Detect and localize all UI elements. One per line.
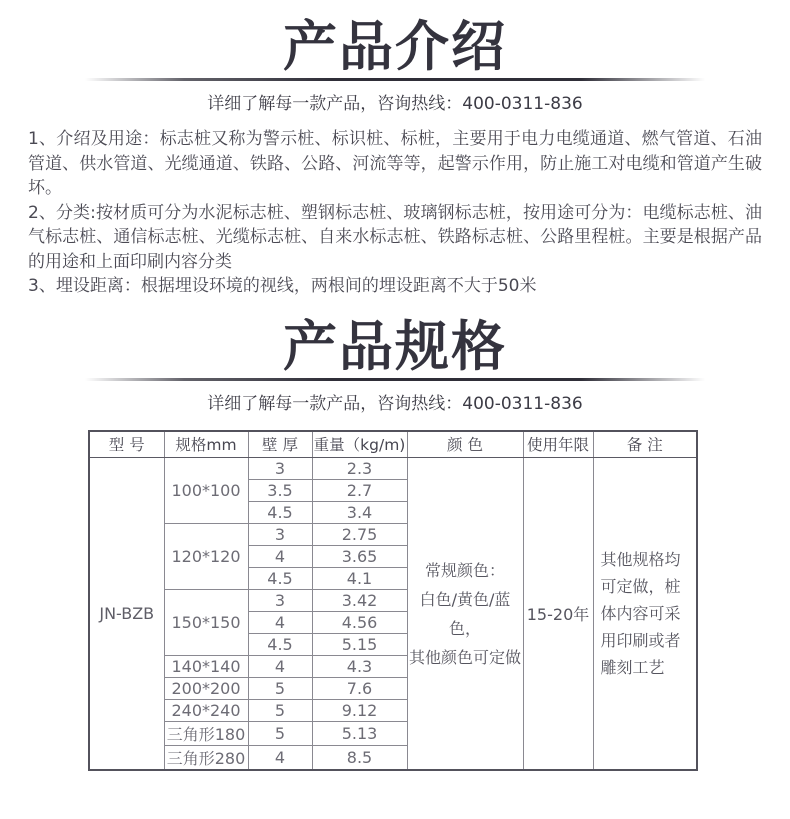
weight-cell: 3.65 xyxy=(312,546,407,568)
wall-cell: 4 xyxy=(248,746,312,771)
weight-cell: 5.13 xyxy=(312,722,407,746)
color-line: 白色/黄色/蓝色， xyxy=(419,589,511,638)
specs-section xyxy=(0,299,790,772)
spec-cell: 200*200 xyxy=(164,678,248,700)
remark-cell: 其他规格均可定做，桩体内容可采用印刷或者雕刻工艺 xyxy=(593,458,697,771)
wall-cell: 3.5 xyxy=(248,480,312,502)
intro-paragraph-3: 3、埋设距离：根据埋设环境的视线，两根间的埋设距离不大于50米 xyxy=(28,276,537,296)
wall-cell: 5 xyxy=(248,700,312,722)
col-header-wall: 壁 厚 xyxy=(248,431,312,458)
spec-cell: 120*120 xyxy=(164,524,248,590)
color-line: 常规颜色： xyxy=(424,560,505,580)
wall-cell: 3 xyxy=(248,590,312,612)
color-cell xyxy=(407,458,523,771)
intro-section xyxy=(0,0,790,299)
weight-cell: 4.56 xyxy=(312,612,407,634)
spec-cell: 三角形180 xyxy=(164,722,248,746)
model-cell: JN-BZB xyxy=(89,458,164,771)
specs-subtitle: 详细了解每一款产品，咨询热线：400-0311-836 xyxy=(207,393,583,414)
weight-cell: 4.3 xyxy=(312,656,407,678)
spec-cell: 240*240 xyxy=(164,700,248,722)
spec-cell: 140*140 xyxy=(164,656,248,678)
wall-cell: 4.5 xyxy=(248,568,312,590)
color-line: 其他颜色可定做 xyxy=(408,647,521,667)
table-row xyxy=(89,458,697,480)
wall-cell: 5 xyxy=(248,678,312,700)
weight-cell: 2.3 xyxy=(312,458,407,480)
specs-title: 产品规格 xyxy=(283,314,507,378)
title-underline xyxy=(85,378,705,381)
wall-cell: 4.5 xyxy=(248,634,312,656)
service-life-cell: 15-20年 xyxy=(523,458,593,771)
wall-cell: 3 xyxy=(248,458,312,480)
title-underline xyxy=(85,78,705,81)
col-header-life: 使用年限 xyxy=(523,431,593,458)
col-header-remark: 备 注 xyxy=(593,431,697,458)
wall-cell: 4 xyxy=(248,612,312,634)
specs-header xyxy=(0,299,790,415)
weight-cell: 4.1 xyxy=(312,568,407,590)
wall-cell: 4.5 xyxy=(248,502,312,524)
col-header-color: 颜 色 xyxy=(407,431,523,458)
intro-paragraphs xyxy=(28,127,762,299)
weight-cell: 7.6 xyxy=(312,678,407,700)
wall-cell: 3 xyxy=(248,524,312,546)
intro-title: 产品介绍 xyxy=(283,15,507,78)
col-header-weight: 重量（kg/m) xyxy=(312,431,407,458)
intro-paragraph-2: 2、分类:按材质可分为水泥标志桩、塑钢标志桩、玻璃钢标志桩，按用途可分为：电缆标志桩、油气标志桩、通信标志桩、光缆标志桩、自来水标志桩、铁路标志桩、公路里程桩。主要是根据产品的用途和上面印刷内容分类 xyxy=(28,202,762,272)
wall-cell: 4 xyxy=(248,546,312,568)
weight-cell: 2.7 xyxy=(312,480,407,502)
weight-cell: 2.75 xyxy=(312,524,407,546)
intro-paragraph-1: 1、介绍及用途：标志桩又称为警示桩、标识桩、标桩，主要用于电力电缆通道、燃气管道、石油管道、供水管道、光缆通道、铁路、公路、河流等等，起警示作用，防止施工对电缆和管道产生破坏。 xyxy=(28,129,762,198)
weight-cell: 9.12 xyxy=(312,700,407,722)
intro-header xyxy=(0,0,790,115)
wall-cell: 5 xyxy=(248,722,312,746)
col-header-model: 型 号 xyxy=(89,431,164,458)
spec-cell: 150*150 xyxy=(164,590,248,656)
spec-cell: 100*100 xyxy=(164,458,248,524)
col-header-spec: 规格mm xyxy=(164,431,248,458)
table-header-row xyxy=(89,431,697,458)
weight-cell: 3.4 xyxy=(312,502,407,524)
spec-table xyxy=(88,430,698,772)
spec-cell: 三角形280 xyxy=(164,746,248,771)
intro-subtitle: 详细了解每一款产品，咨询热线：400-0311-836 xyxy=(207,94,583,114)
weight-cell: 5.15 xyxy=(312,634,407,656)
weight-cell: 8.5 xyxy=(312,746,407,771)
wall-cell: 4 xyxy=(248,656,312,678)
weight-cell: 3.42 xyxy=(312,590,407,612)
